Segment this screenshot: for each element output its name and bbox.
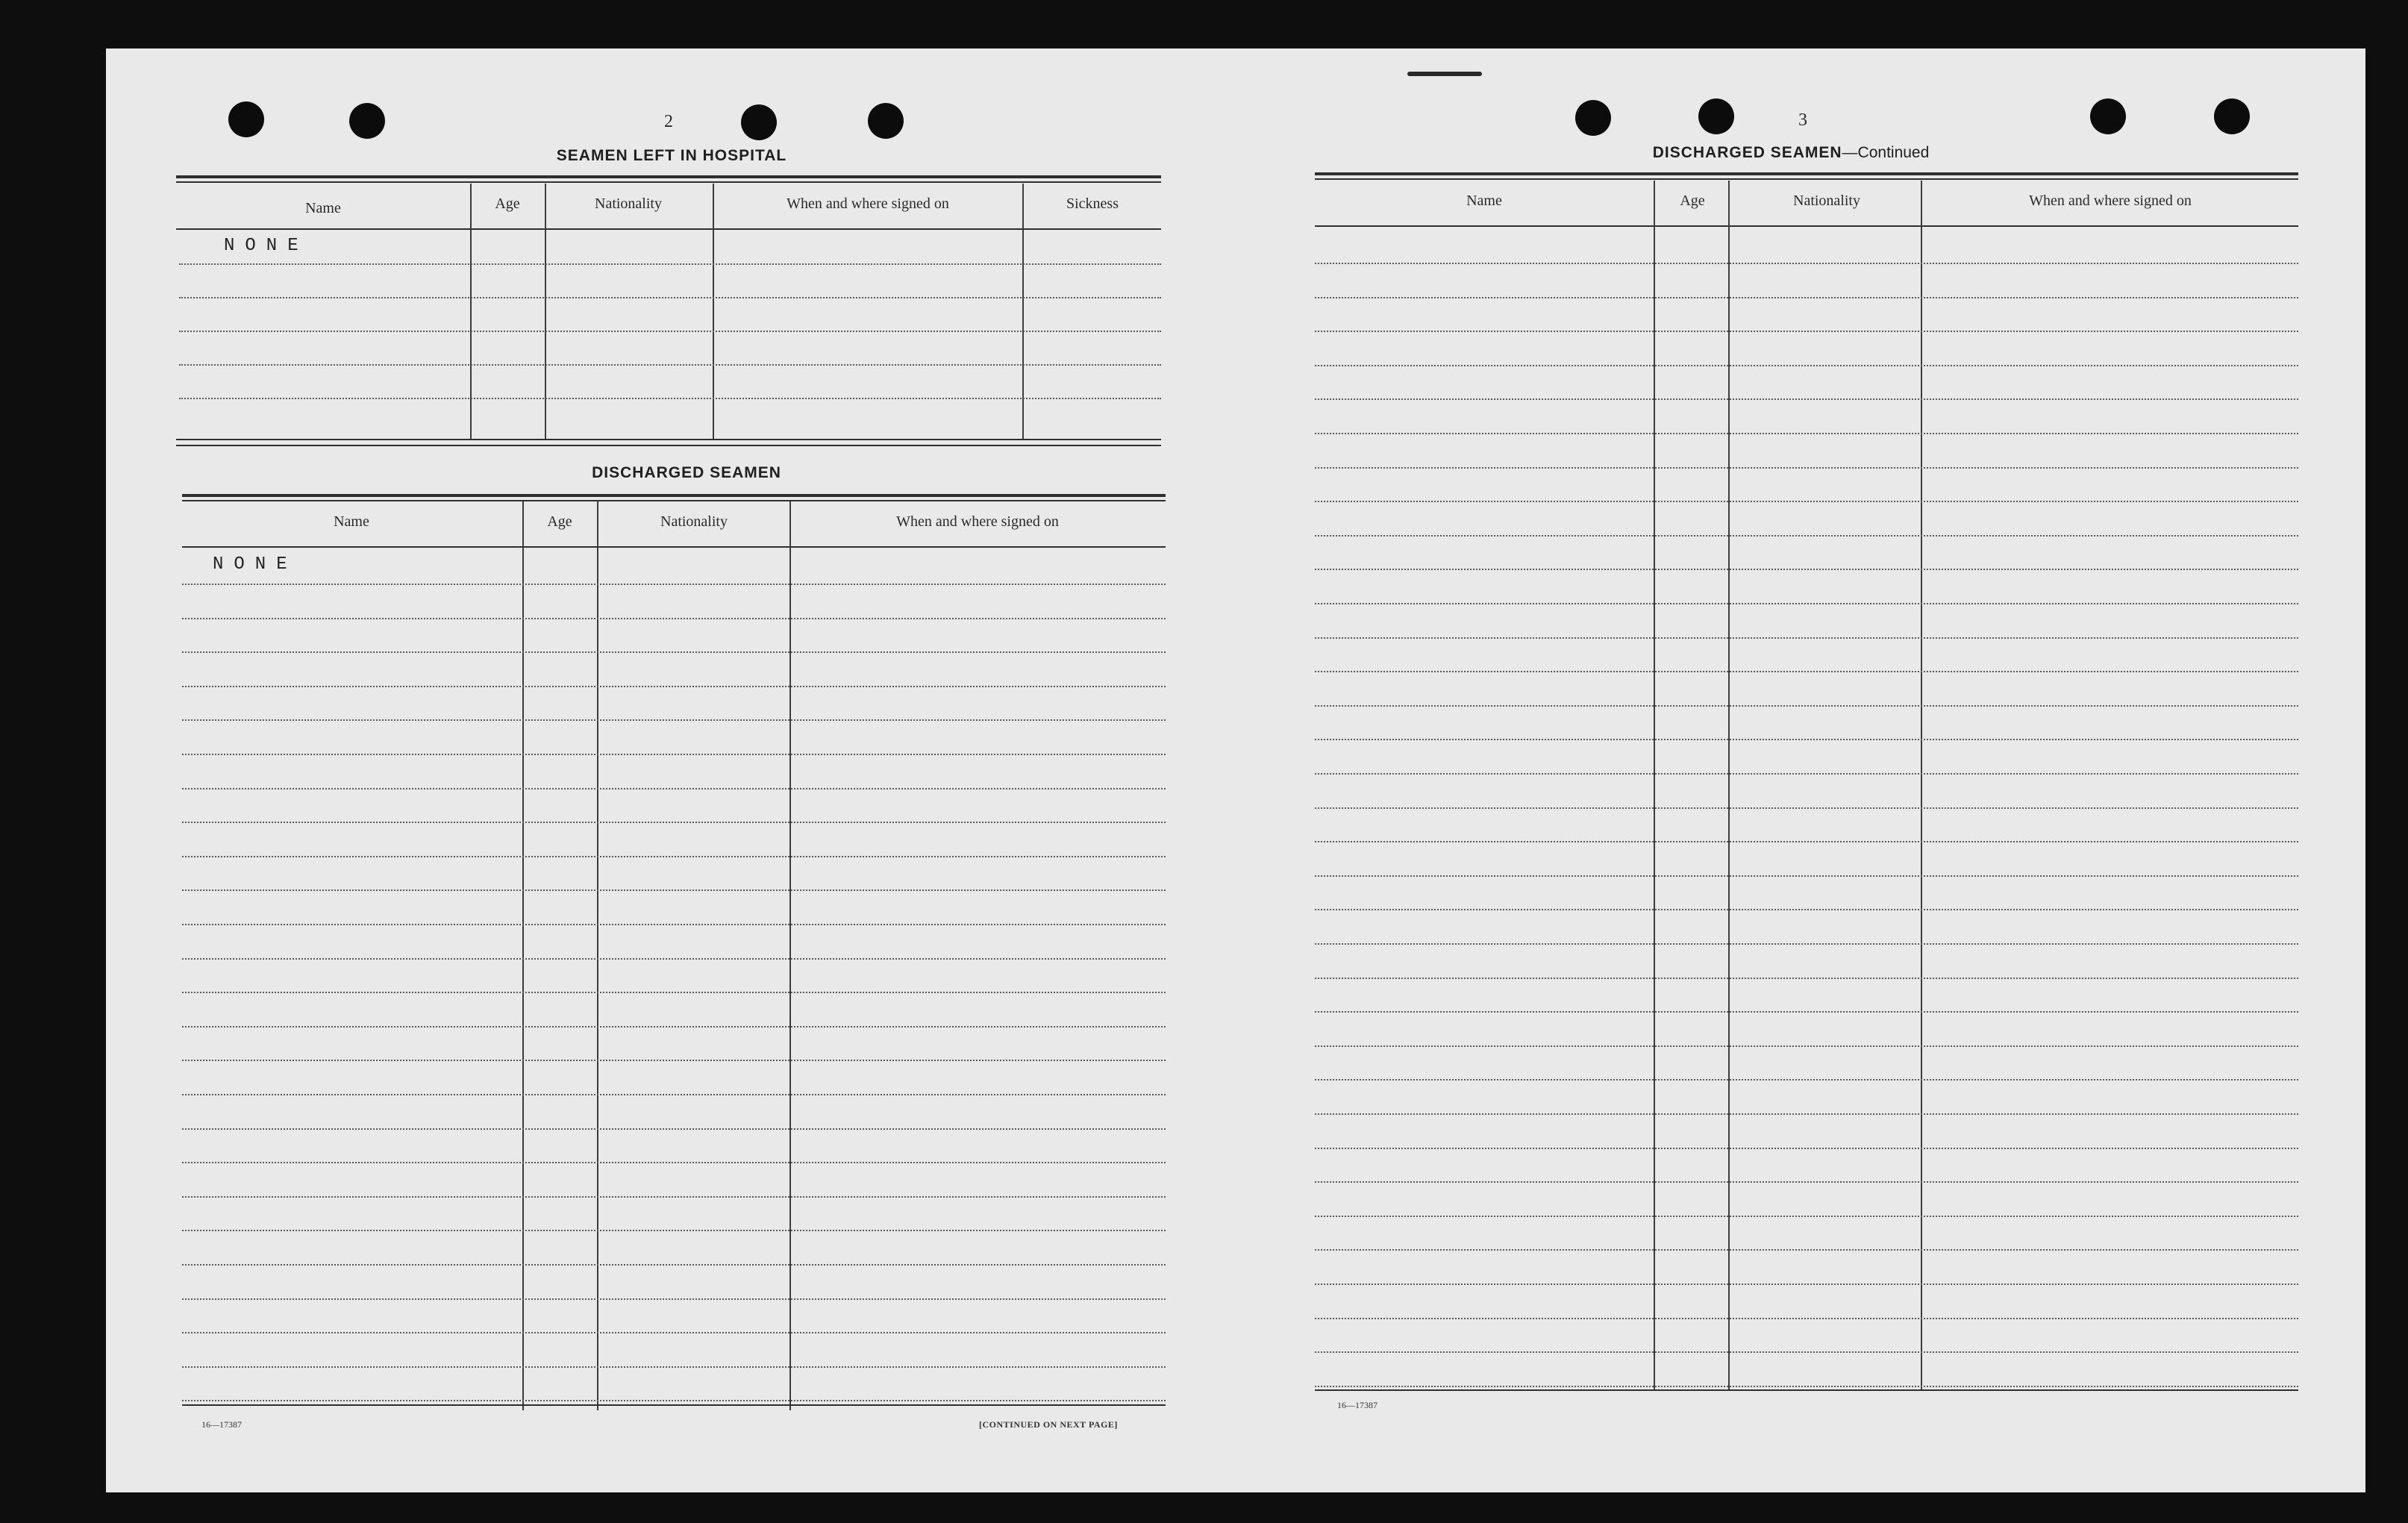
punch-hole [228,101,264,137]
right-row-rule [1315,331,2298,332]
right-row-rule [1315,1113,2298,1115]
right-row-rule [1315,705,2298,707]
document-sheet [106,49,2365,1492]
hospital-top-rule [176,175,1161,178]
hospital-bottom-rule-thin [176,445,1161,446]
right-row-rule [1315,773,2298,775]
punch-hole [2214,98,2250,134]
right-row-rule [1315,569,2298,570]
discharged-row-rule [182,618,1166,619]
right-top-rule-thin [1315,178,2298,180]
discharged-row-rule [182,1366,1166,1368]
hospital-col-sickness: Sickness [1066,196,1119,212]
discharged-row-rule [182,1298,1166,1300]
right-row-rule [1315,807,2298,809]
right-row-rule [1315,1011,2298,1013]
discharged-row-rule [182,754,1166,755]
right-row-rule [1315,501,2298,502]
hospital-col-age: Age [495,196,520,212]
discharged-col-age: Age [547,513,572,530]
discharged-row-rule [182,924,1166,925]
discharged-top-rule-thin [182,500,1166,501]
discharged-col-divider [522,501,524,1410]
right-row-rule [1315,637,2298,639]
hospital-col-signed-on: When and where signed on [786,196,949,212]
right-row-rule [1315,1318,2298,1319]
discharged-bottom-rule [182,1404,1166,1406]
discharged-row-rule [182,1264,1166,1266]
right-col-age: Age [1680,193,1705,209]
discharged-top-rule [182,494,1166,497]
discharged-row-rule [182,651,1166,653]
discharged-col-divider [597,501,598,1410]
right-row-rule [1315,1351,2298,1353]
right-row-rule [1315,875,2298,877]
right-row-rule [1315,535,2298,537]
punch-hole [349,103,385,139]
discharged-row-rule [182,889,1166,891]
right-col-divider [1921,181,1922,1391]
hospital-header-rule [176,228,1161,230]
right-col-name: Name [1466,193,1502,209]
discharged-row-rule [182,686,1166,687]
hospital-row-rule [179,364,1161,366]
right-row-rule [1315,841,2298,842]
right-row-rule [1315,467,2298,469]
punch-hole [1698,98,1734,134]
right-col-divider [1728,181,1730,1391]
hospital-row-rule [179,331,1161,332]
page-number-left: 2 [664,112,673,131]
right-row-rule [1315,1283,2298,1285]
discharged-section-title: DISCHARGED SEAMEN [592,464,781,481]
hospital-bottom-rule [176,439,1161,440]
right-row-rule [1315,1249,2298,1251]
punch-hole [741,104,777,140]
right-col-nationality: Nationality [1793,193,1860,209]
right-row-rule [1315,398,2298,400]
discharged-row-rule [182,856,1166,857]
right-title-main: DISCHARGED SEAMEN [1652,144,1842,161]
discharged-row-rule [182,958,1166,960]
discharged-col-name: Name [334,513,369,530]
right-row-rule [1315,1181,2298,1183]
discharged-row-rule [182,1230,1166,1231]
discharged-col-nationality: Nationality [660,513,728,530]
right-col-signed-on: When and where signed on [2029,193,2192,209]
discharged-row-rule [182,1196,1166,1198]
discharged-row-rule [182,1162,1166,1163]
discharged-row-rule [182,1128,1166,1130]
discharged-entry-none: NONE [213,554,298,575]
right-row-rule [1315,603,2298,604]
right-top-rule [1315,172,2298,175]
discharged-row-rule [182,822,1166,823]
right-row-rule [1315,365,2298,366]
form-number-left: 16—17387 [201,1419,242,1430]
hospital-row-rule [179,297,1161,298]
right-header-rule [1315,225,2298,227]
punch-hole [2090,98,2126,134]
right-row-rule [1315,943,2298,945]
hospital-col-nationality: Nationality [595,196,662,212]
right-row-rule [1315,433,2298,434]
hospital-col-name: Name [305,200,341,216]
right-bottom-rule [1315,1389,2298,1391]
form-number-right: 16—17387 [1337,1400,1377,1410]
discharged-row-rule [182,584,1166,585]
discharged-col-signed-on: When and where signed on [896,513,1059,530]
discharged-row-rule [182,1332,1166,1333]
page-number-right: 3 [1798,110,1807,130]
hospital-section-title: SEAMEN LEFT IN HOSPITAL [556,147,787,164]
right-row-rule [1315,263,2298,264]
right-row-rule [1315,671,2298,672]
discharged-row-rule [182,992,1166,993]
discharged-row-rule [182,1094,1166,1095]
hospital-entry-none: NONE [224,236,309,256]
right-row-rule [1315,1148,2298,1149]
hospital-col-divider [470,184,472,440]
hospital-col-divider [545,184,546,440]
discharged-row-rule [182,1060,1166,1061]
right-row-rule [1315,909,2298,910]
right-row-rule [1315,297,2298,298]
hospital-top-rule-thin [176,181,1161,183]
continued-on-next-page: [CONTINUED ON NEXT PAGE] [979,1419,1118,1430]
staple-mark [1407,72,1482,76]
punch-hole [1575,100,1611,136]
discharged-row-rule [182,719,1166,721]
right-row-rule [1315,1045,2298,1047]
right-row-rule [1315,1386,2298,1387]
hospital-col-divider [1022,184,1024,440]
right-row-rule [1315,1079,2298,1081]
right-col-divider [1654,181,1655,1391]
discharged-col-divider [789,501,791,1410]
right-section-title [1567,144,2015,162]
discharged-header-rule [182,546,1166,548]
discharged-row-rule [182,1400,1166,1401]
discharged-row-rule [182,788,1166,789]
punch-hole [868,103,904,139]
right-row-rule [1315,978,2298,979]
right-title-suffix: —Continued [1842,144,1930,161]
right-row-rule [1315,1216,2298,1217]
hospital-col-divider [713,184,714,440]
hospital-row-rule [179,398,1161,399]
right-row-rule [1315,739,2298,740]
hospital-row-rule [179,263,1161,265]
discharged-row-rule [182,1026,1166,1028]
